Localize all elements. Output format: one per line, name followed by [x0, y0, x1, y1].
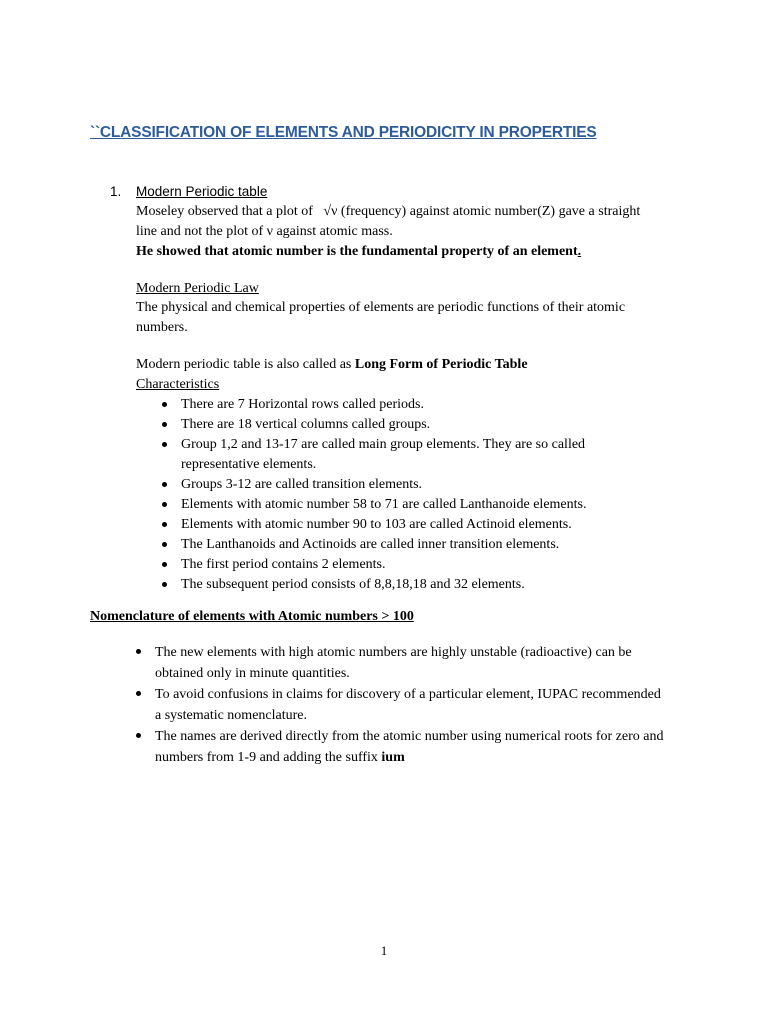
bullet-icon: [162, 582, 167, 587]
suffix-ium: ium: [381, 750, 405, 765]
moseley-line-2: line and not the plot of ν against atomic mass.: [136, 224, 393, 239]
moseley-line-1: Moseley observed that a plot of √ν (frequency) against atomic number(Z) gave a straight: [136, 204, 641, 219]
list-item: To avoid confusions in claims for discovery of a particular element, IUPAC recommended a systematic nomenclature.: [110, 684, 670, 726]
bullet-icon: [162, 442, 167, 447]
list-item: The first period contains 2 elements.: [136, 555, 656, 575]
nomenclature-list: [110, 642, 670, 768]
characteristics-list: [136, 395, 656, 595]
bullet-icon: [136, 733, 141, 738]
long-form-prefix: Modern periodic table is also called as: [136, 357, 355, 372]
section-heading: Modern Periodic table: [136, 184, 268, 199]
bullet-icon: [162, 542, 167, 547]
list-item: Elements with atomic number 90 to 103 are called Actinoid elements.: [136, 515, 656, 535]
long-form-bold: Long Form of Periodic Table: [354, 357, 528, 372]
statement-period: .: [577, 244, 582, 259]
bullet-icon: [136, 649, 141, 654]
list-item: Group 1,2 and 13-17 are called main group elements. They are so called representative elements.: [136, 435, 656, 475]
list-item: The Lanthanoids and Actinoids are called inner transition elements.: [136, 535, 656, 555]
bullet-icon: [162, 482, 167, 487]
nomenclature-heading: Nomenclature of elements with Atomic numbers > 100: [90, 609, 414, 624]
moseley-bold-statement: [136, 242, 696, 262]
list-item: Elements with atomic number 58 to 71 are called Lanthanoide elements.: [136, 495, 656, 515]
bullet-icon: [162, 402, 167, 407]
atomic-number-statement: He showed that atomic number is the fundamental property of an element: [136, 244, 578, 259]
periodic-law-text: The physical and chemical properties of elements are periodic functions of their atomic numbers.: [136, 300, 626, 335]
list-item: The new elements with high atomic numbers are highly unstable (radioactive) can be obtained only in minute quantities.: [110, 642, 670, 684]
list-item: There are 7 Horizontal rows called periods.: [136, 395, 656, 415]
moseley-paragraph: [136, 202, 696, 262]
characteristics-heading: Characteristics: [136, 377, 220, 392]
suffix-item-text: The names are derived directly from the atomic number using numerical roots for zero and numbers from 1-9 and adding the suffix: [155, 729, 664, 765]
list-item: There are 18 vertical columns called groups.: [136, 415, 656, 435]
bullet-icon: [162, 562, 167, 567]
section-number: 1.: [110, 184, 122, 199]
bullet-icon: [162, 422, 167, 427]
bullet-icon: [162, 502, 167, 507]
document-title: ``CLASSIFICATION OF ELEMENTS AND PERIODICITY IN PROPERTIES: [90, 124, 597, 141]
list-item: [110, 726, 670, 768]
list-item: The subsequent period consists of 8,8,18,18 and 32 elements.: [136, 575, 656, 595]
bullet-icon: [136, 691, 141, 696]
list-item: Groups 3-12 are called transition elements.: [136, 475, 656, 495]
long-form-line: [136, 355, 696, 375]
periodic-law-heading: Modern Periodic Law: [136, 281, 259, 296]
page-number: 1: [380, 943, 388, 958]
bullet-icon: [162, 522, 167, 527]
